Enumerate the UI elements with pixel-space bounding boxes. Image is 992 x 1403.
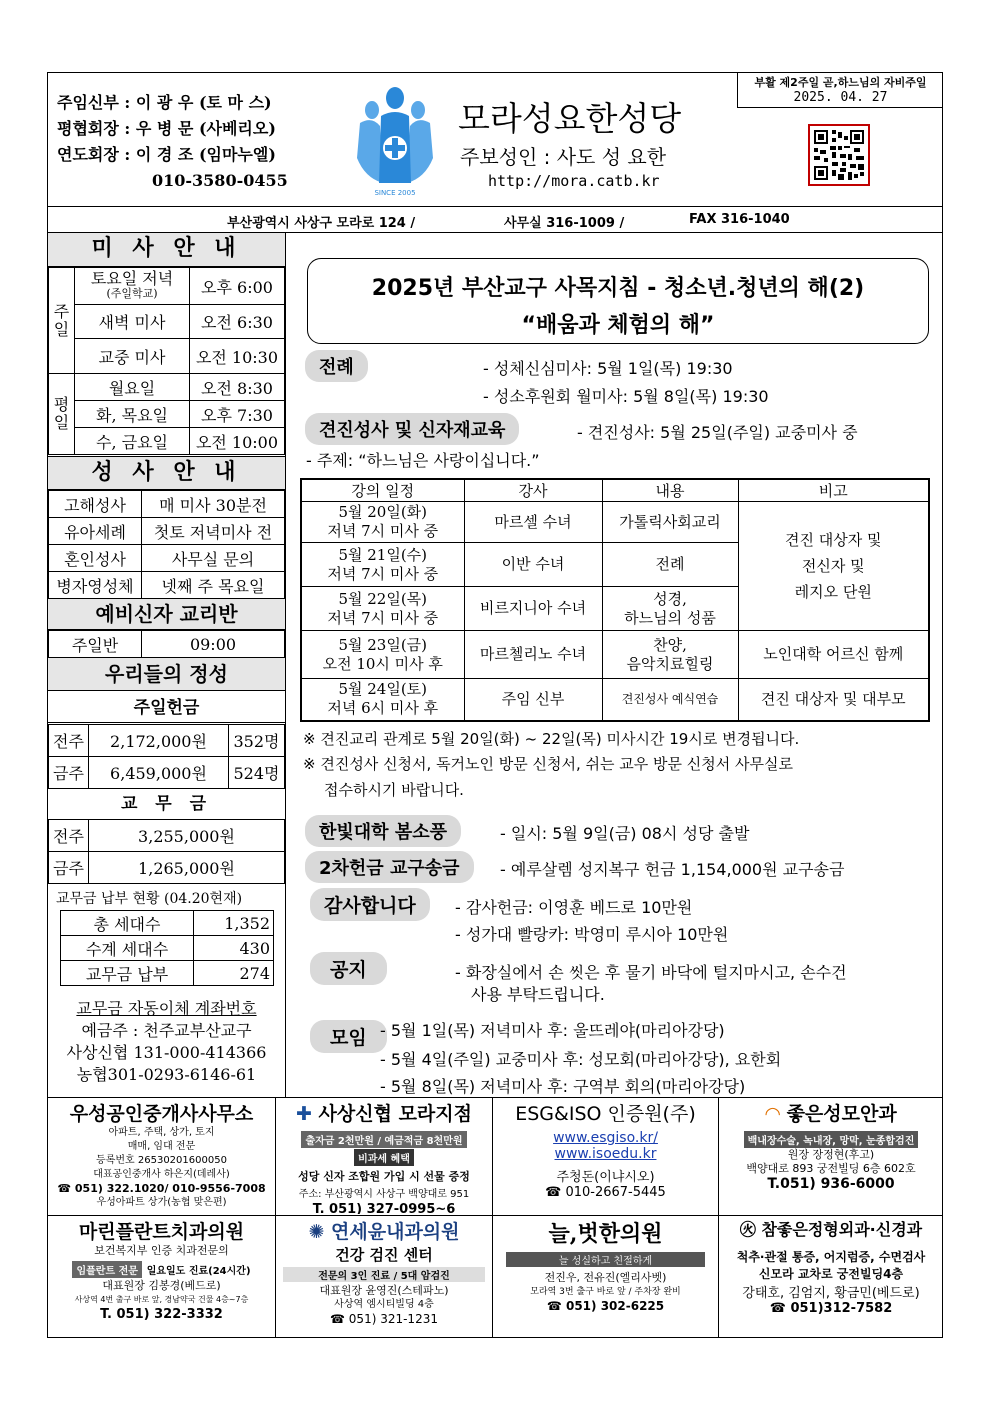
ad-realestate: 우성공인중개사사무소 아파트, 주택, 상가, 토지 매매, 임대 전문 등록번호 26530201600050 대표공인중개사 하은지(데레사) ☎ 051) 322.1020/ 010-9556-7008 우성아파트 상가(농협 맞은편)	[57, 1103, 266, 1208]
autopay-block: 교무금 자동이체 계좌번호 예금주 : 천주교부산교구 사상신협 131-000-414366 농협301-0293-6146-61	[66, 999, 267, 1084]
eye-icon: ◠	[765, 1103, 780, 1125]
sunday-offering-title: 주일헌금	[48, 693, 285, 723]
due-status-table: 총 세대수 1,352 수계 세대수 430 교무금 납부 274	[60, 910, 274, 986]
schedule-note: ※ 견진성사 신청서, 독거노인 방문 신청서, 쉬는 교우 방문 신청서 사무실로	[303, 755, 793, 773]
header-staff	[57, 90, 288, 194]
ad-eye-clinic: ◠ 좋은성모안과 백내장수술, 녹내장, 망막, 눈종합검진 원장 장정현(후고) 백양대로 893 궁전빌딩 6층 602호 T.051) 936-6000	[720, 1099, 942, 1214]
meeting-item: - 5월 4일(주일) 교중미사 후: 성모회(마리아강당), 요한회	[380, 1050, 782, 1069]
notice-label: 공지	[310, 952, 387, 985]
confirmation-label: 견진성사 및 신자재교육	[305, 413, 519, 445]
address: 부산광역시 사상구 모라로 124 /	[227, 216, 416, 231]
hanbit-text: - 일시: 5월 9일(금) 08시 성당 출발	[500, 824, 750, 843]
liturgical-day: 부활 제2주일 곧,하느님의 자비주일	[754, 76, 927, 89]
schedule-table: 강의 일정 강사 내용 비고 5월 20일(화) 저녁 7시 미사 중 마르셀 수녀 가톨릭사회교리 견진 대상자 및 전신자 및 레지오 단원 5월 21일(수) 저녁 7시 미사 중 이반 수녀 전례 5월 22일(목) 저녁 7시 미사 중 비르지니아 수녀 성경, 하느님의 성품 5월 23일(금) 오전 10시 미사 후 마르첼리노 수녀 찬양, 음악치료힐링 노인대학 어르신 함께 5월 24일(토) 저녁 6시 미사 후 주임 신부 견진성사 예식연습 견진 대상자 및 대부모	[300, 478, 930, 722]
ad-esg-iso: ESG&ISO 인증원(주) www.esgiso.kr/ www.isoedu.kr 주청돈(이냐시오) ☎ 010-2667-5445	[494, 1099, 717, 1214]
church-logo	[345, 78, 445, 198]
liturgy-label: 전례	[305, 350, 368, 382]
table-row: 5월 24일(토) 저녁 6시 미사 후 주임 신부 견진성사 예식연습 견진 대상자 및 대부모	[301, 679, 929, 721]
table-row: 5월 22일(목) 저녁 7시 미사 중 비르지니아 수녀 성경, 하느님의 성품	[301, 587, 929, 631]
address-bar	[47, 208, 943, 232]
issue-date: 2025. 04. 27	[793, 90, 888, 105]
headline-2: “배움과 체험의 해”	[521, 313, 715, 338]
confirmation-note: - 견진성사: 5월 25일(주일) 교중미사 중	[577, 423, 858, 442]
second-collection-text: - 예루살렘 성지복구 헌금 1,154,000원 교구송금	[500, 860, 845, 879]
liturgy-item: - 성소후원회 월미사: 5월 8일(목) 19:30	[483, 387, 769, 406]
qr-code-icon	[814, 130, 864, 180]
parish-due-table: 전주 3,255,000원 금주 1,265,000원	[48, 819, 285, 884]
notice-item: 사용 부탁드립니다.	[471, 985, 605, 1004]
patron-saint: 주보성인 : 사도 성 요한	[460, 145, 667, 169]
oriental-clinic-logo: 늘,벗한의원	[548, 1221, 663, 1247]
schedule-note: ※ 견진교리 관계로 5월 20일(화) ~ 22일(목) 미사시간 19시로 변경됩니다.	[303, 730, 800, 748]
ad-credit-union: ✚ 사상신협 모라지점 출자금 2천만원 / 예금적금 8천만원비과세 혜택 성당 신자 조합원 가입 시 선물 증정 주소: 부산광역시 사상구 백양대로 951 T. 051) 327-0995~6	[296, 1103, 472, 1214]
office-phone: 사무실 316-1009 /	[504, 216, 625, 231]
ad-dental: 마린플란트치과의원 보건복지부 인증 치과전문의 임플란트 전문 일요일도 진료(24시간) 대표원장 김봉경(베드로) 사상역 4번 출구 바로 앞, 경남약국 건물 4층~7층 T. 051) 322-3332	[48, 1217, 275, 1337]
offering-title: 우리들의 정성	[48, 657, 285, 691]
yeondo-chair: 연도회장 : 이 경 조 (임마누엘)	[57, 145, 276, 164]
iso-link[interactable]: www.isoedu.kr	[554, 1146, 657, 1162]
fax: FAX 316-1040	[689, 212, 790, 227]
notice-item: - 화장실에서 손 씻은 후 물기 바닥에 털지마시고, 손수건	[455, 963, 847, 982]
sunday-offering-table: 전주 2,172,000원 352명 금주 6,459,000원 524명	[48, 724, 285, 789]
thanks-item: - 성가대 빨랑카: 박영미 루시아 10만원	[455, 925, 729, 944]
date-box	[737, 72, 943, 108]
table-row: 5월 23일(금) 오전 10시 미사 후 마르첼리노 수녀 찬양, 음악치료힐링 노인대학 어르신 함께	[301, 631, 929, 679]
hospital-icon: ㊋	[739, 1220, 756, 1239]
pastor: 주임신부 : 이 광 우 (토 마 스)	[57, 93, 272, 112]
church-name: 모라성요한성당	[458, 99, 682, 138]
thanks-label: 감사합니다	[310, 888, 430, 921]
sacrament-section-title: 성 사 안 내	[48, 456, 285, 490]
mass-section-title: 미 사 안 내	[48, 233, 285, 267]
catechumen-title: 예비신자 교리반	[48, 598, 285, 630]
weekday-label: 평일	[49, 374, 75, 455]
confirmation-topic: - 주제: “하느님은 사랑이십니다.”	[306, 451, 540, 470]
second-collection-label: 2차헌금 교구송금	[305, 851, 474, 883]
table-row: 5월 21일(수) 저녁 7시 미사 중 이반 수녀 전례	[301, 543, 929, 587]
esg-link[interactable]: www.esgiso.kr/	[553, 1130, 658, 1146]
schedule-note: 접수하시기 바랍니다.	[324, 781, 464, 799]
meeting-label: 모임	[310, 1020, 387, 1053]
table-row: 5월 20일(화) 저녁 7시 미사 중 마르셀 수녀 가톨릭사회교리 견진 대상자 및 전신자 및 레지오 단원	[301, 502, 929, 543]
credit-union-icon: ✚	[296, 1103, 312, 1125]
headline-box	[307, 258, 929, 344]
meeting-item: - 5월 8일(목) 저녁미사 후: 구역부 회의(마리아강당)	[380, 1077, 746, 1096]
council-chair: 평협회장 : 우 병 문 (사베리오)	[57, 119, 276, 138]
headline-1: 2025년 부산교구 사목지침 - 청소년.청년의 해(2)	[371, 276, 865, 301]
ad-internal-medicine: ✺ 연세윤내과의원 건강 검진 센터 전문의 3인 진료 / 5대 암검진 대표원장 윤영진(스테파노) 사상역 엠시티빌딩 4층 ☎ 051) 321-1231	[277, 1217, 491, 1337]
thanks-item: - 감사헌금: 이영훈 베드로 10만원	[455, 898, 693, 917]
ad-oriental-clinic: 늘,벗한의원 늘 성실하고 친절하게 전진우, 전유진(엘리사벳) 모라역 3번 출구 바로 앞 / 주차장 완비 ☎ 051) 302-6225	[494, 1217, 717, 1337]
due-status-title: 교무금 납부 현황 (04.20현재)	[56, 891, 243, 907]
liturgy-item: - 성체신심미사: 5월 1일(목) 19:30	[483, 359, 733, 378]
meeting-item: - 5월 1일(목) 저녁미사 후: 울뜨레야(마리아강당)	[380, 1021, 725, 1040]
ad-orthopedics: ㊋ 참좋은정형외과·신경과 척추·관절 통증, 어지럼증, 수면검사 신모라 교차로 궁전빌딩4층 강태호, 김엄지, 황금민(베드로) ☎ 051)312-7582	[736, 1220, 926, 1316]
catechumen-table: 주일반 09:00	[48, 630, 285, 658]
website-url[interactable]: http://mora.catb.kr	[488, 172, 660, 190]
clinic-icon: ✺	[308, 1221, 325, 1243]
hanbit-label: 한빛대학 봄소풍	[305, 815, 461, 847]
parish-due-title: 교 무 금	[120, 794, 213, 814]
sacrament-table: 고해성사 매 미사 30분전 유아세례 첫토 저녁미사 전 혼인성사 사무실 문의 병자영성체 넷째 주 목요일	[48, 490, 285, 599]
logo-since: SINCE 2005	[374, 189, 416, 197]
header-phone: 010-3580-0455	[152, 171, 288, 190]
mass-table: 주일 토요일 저녁 (주일학교) 오후 6:00 새벽 미사 오전 6:30 교중 미사 오전 10:30 평일 월요일 오전 8:30 화, 목요일 오후 7:30 수, 금요일 오전 10:00	[48, 267, 285, 455]
qr-code[interactable]	[808, 124, 870, 186]
sunday-label: 주일	[49, 268, 75, 374]
